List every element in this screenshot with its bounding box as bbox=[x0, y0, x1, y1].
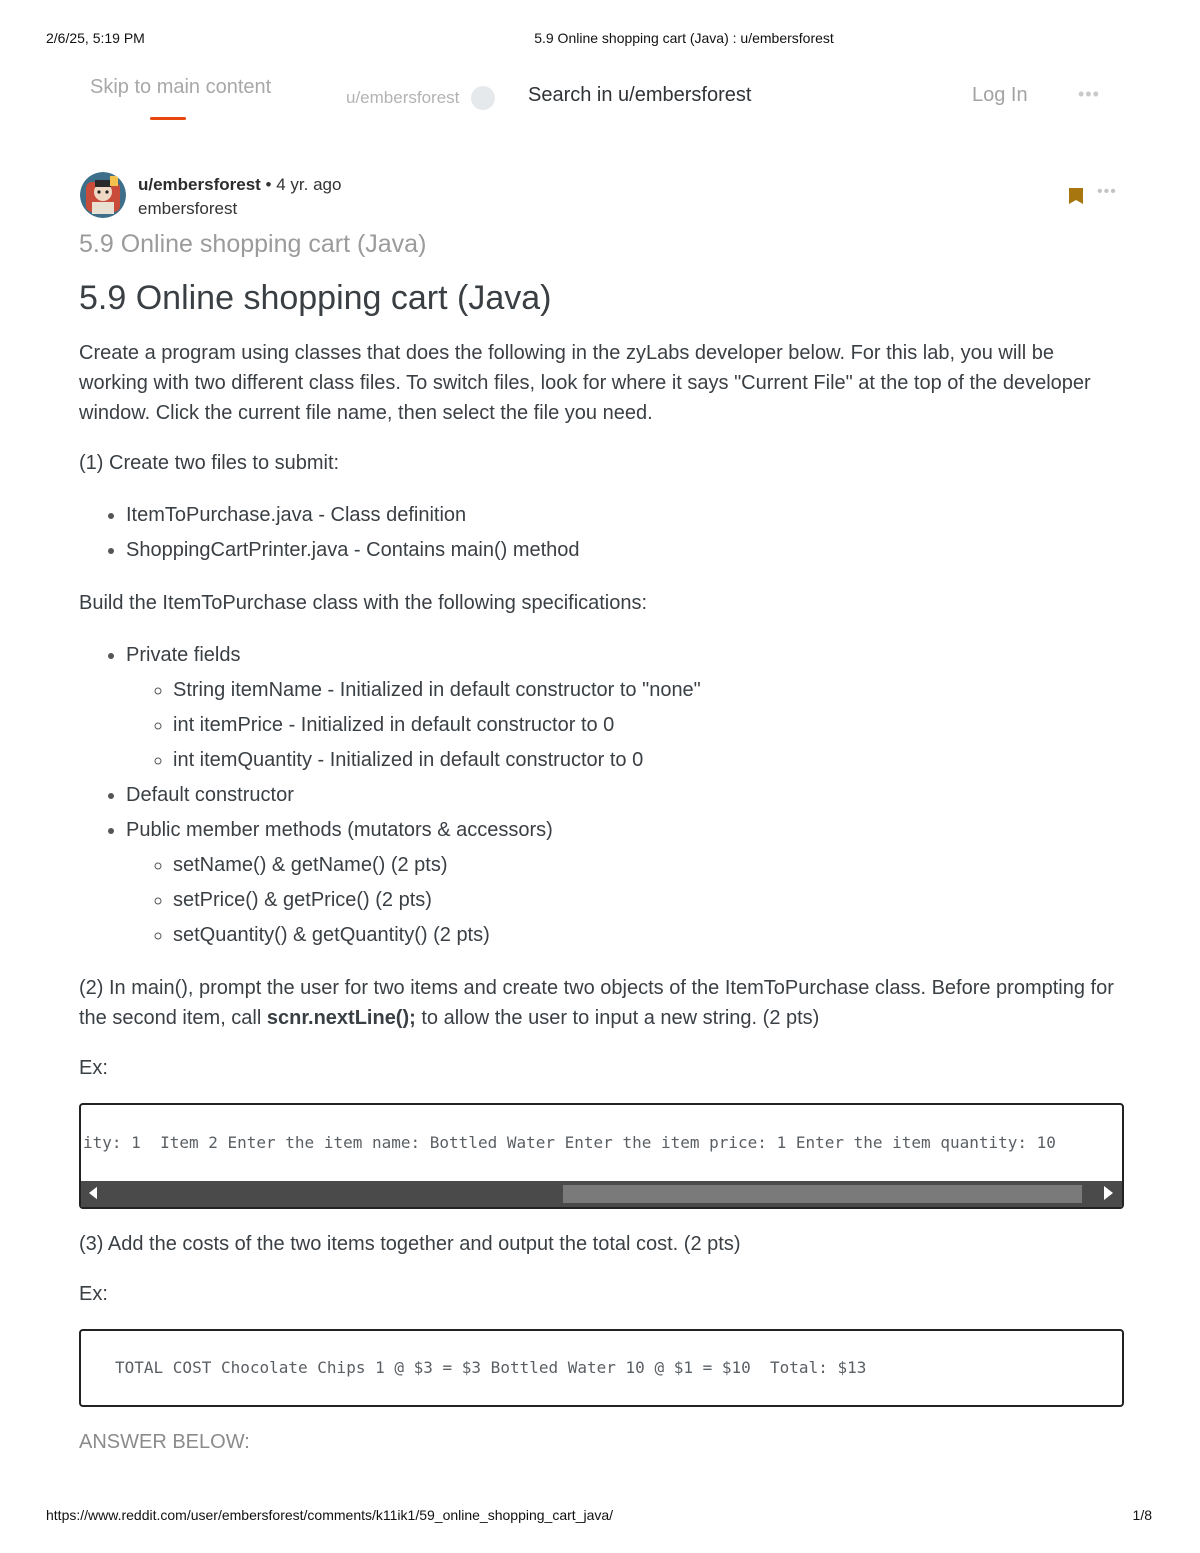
scroll-right-icon[interactable] bbox=[1104, 1186, 1113, 1200]
spec-private-fields: Private fields bbox=[126, 644, 241, 666]
author-name[interactable]: u/embersforest bbox=[138, 175, 261, 194]
list-item: ◦ setName() & getName() (2 pts) bbox=[173, 848, 1124, 883]
list-item: • Default constructor bbox=[126, 778, 1124, 813]
scrollbar-thumb[interactable] bbox=[97, 1185, 563, 1203]
post-age: • 4 yr. ago bbox=[260, 175, 342, 194]
list-item: ◦ setPrice() & getPrice() (2 pts) bbox=[173, 883, 1124, 918]
spec-public-methods: Public member methods (mutators & accessors) bbox=[126, 819, 553, 841]
files-list bbox=[79, 498, 1124, 568]
save-icon[interactable] bbox=[1067, 187, 1085, 205]
spec-list bbox=[79, 638, 1124, 953]
code-block-text: TOTAL COST Chocolate Chips 1 @ $3 = $3 Bottled Water 10 @ $1 = $10 Total: $13 bbox=[115, 1358, 867, 1377]
subreddit-filter-chip[interactable] bbox=[346, 86, 495, 110]
spec-intro: Build the ItemToPurchase class with the following specifications: bbox=[79, 592, 648, 614]
post-heading: 5.9 Online shopping cart (Java) bbox=[79, 279, 552, 317]
list-item: ◦ setQuantity() & getQuantity() (2 pts) bbox=[173, 918, 1124, 953]
post-header bbox=[80, 172, 1125, 224]
private-fields-list bbox=[126, 673, 1124, 778]
list-item bbox=[126, 813, 1124, 953]
code-block-2 bbox=[79, 1329, 1124, 1407]
list-item bbox=[126, 638, 1124, 778]
answer-label: ANSWER BELOW: bbox=[79, 1431, 250, 1453]
example-label: Ex: bbox=[79, 1057, 108, 1079]
public-methods-list bbox=[126, 848, 1124, 953]
horizontal-scrollbar[interactable] bbox=[81, 1181, 1122, 1207]
list-item: ◦ int itemPrice - Initialized in default constructor to 0 bbox=[173, 708, 1124, 743]
inline-code: scnr.nextLine(); bbox=[266, 1007, 416, 1029]
post-more-options-icon[interactable]: ••• bbox=[1097, 183, 1117, 200]
example-label: Ex: bbox=[79, 1283, 108, 1305]
login-button[interactable]: Log In bbox=[972, 84, 1028, 106]
step2-text bbox=[79, 973, 1124, 1033]
code-block-text: ity: 1 Item 2 Enter the item name: Bottled Water Enter the item price: 1 Enter the item quantity: 10 bbox=[83, 1133, 1056, 1152]
skip-to-main-link[interactable]: Skip to main content bbox=[90, 76, 272, 98]
post-title: 5.9 Online shopping cart (Java) bbox=[79, 230, 427, 258]
print-url: https://www.reddit.com/user/embersforest/comments/k11ik1/59_online_shopping_cart_java/ bbox=[46, 1507, 614, 1523]
list-item: • ItemToPurchase.java - Class definition bbox=[126, 498, 1124, 533]
step1-text: (1) Create two files to submit: bbox=[79, 452, 340, 474]
code-block-1 bbox=[79, 1103, 1124, 1209]
step2-text-b: to allow the user to input a new string. (2 pts) bbox=[415, 1007, 820, 1029]
list-item: ◦ String itemName - Initialized in default constructor to "none" bbox=[173, 673, 1124, 708]
post-body bbox=[79, 278, 1124, 1477]
list-item: • ShoppingCartPrinter.java - Contains main() method bbox=[126, 533, 1124, 568]
subreddit-chip-label: u/embersforest bbox=[346, 88, 460, 107]
print-title: 5.9 Online shopping cart (Java) : u/embersforest bbox=[534, 30, 834, 46]
clear-chip-icon[interactable] bbox=[471, 86, 495, 110]
print-page-number: 1/8 bbox=[1132, 1507, 1152, 1523]
avatar[interactable] bbox=[80, 172, 126, 218]
avatar-icon bbox=[80, 172, 126, 218]
author-flair: embersforest bbox=[138, 199, 238, 218]
search-input[interactable]: Search in u/embersforest bbox=[528, 84, 752, 106]
top-navigation bbox=[0, 70, 1200, 130]
step2-text-a: (2) In main(), prompt the user for two items and create two objects of the ItemToPurchase class. Before prompting for the second item, call bbox=[79, 977, 1114, 1029]
print-datetime: 2/6/25, 5:19 PM bbox=[46, 30, 145, 46]
post-author[interactable] bbox=[138, 175, 341, 195]
more-options-icon[interactable]: ••• bbox=[1078, 84, 1100, 104]
scrollbar-track[interactable] bbox=[97, 1185, 1082, 1203]
intro-paragraph: Create a program using classes that does the following in the zyLabs developer below. For this lab, you will be working with two different class files. To switch files, look for where it says "Current File" at the top of the developer window. Click the current file name, then select the file you need. bbox=[79, 342, 1091, 424]
list-item: ◦ int itemQuantity - Initialized in default constructor to 0 bbox=[173, 743, 1124, 778]
skip-link-underline bbox=[150, 117, 186, 120]
step3-text: (3) Add the costs of the two items together and output the total cost. (2 pts) bbox=[79, 1233, 741, 1255]
